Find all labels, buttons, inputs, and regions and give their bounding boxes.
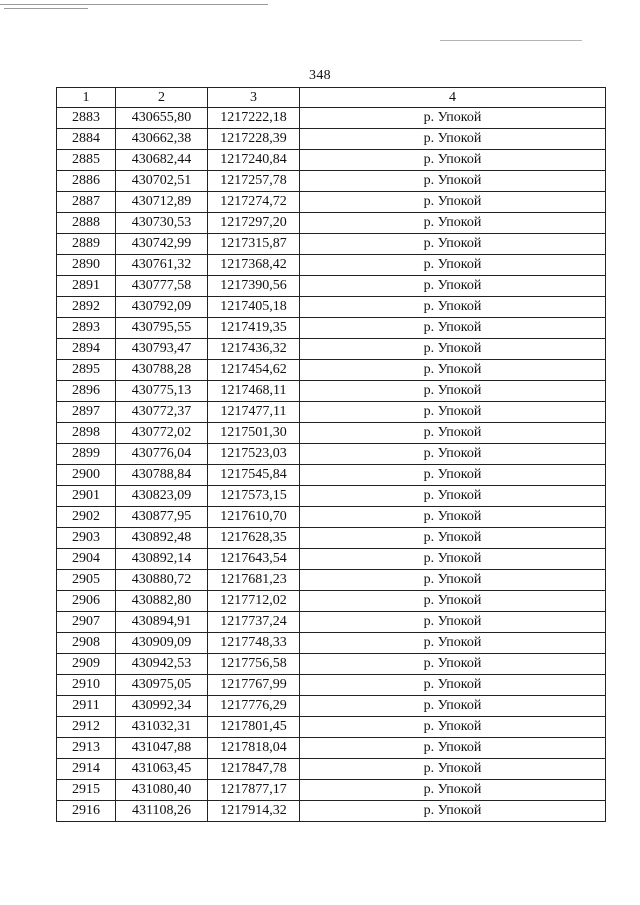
x-coordinate-cell: 430788,28 [116, 360, 208, 381]
column-header-2: 2 [116, 88, 208, 108]
y-coordinate-cell: 1217643,54 [208, 549, 300, 570]
x-coordinate-cell: 430793,47 [116, 339, 208, 360]
x-coordinate-cell: 430909,09 [116, 633, 208, 654]
description-cell: р. Упокой [300, 171, 606, 192]
description-cell: р. Упокой [300, 717, 606, 738]
y-coordinate-cell: 1217610,70 [208, 507, 300, 528]
description-cell: р. Упокой [300, 507, 606, 528]
point-number-cell: 2887 [57, 192, 116, 213]
column-header-4: 4 [300, 88, 606, 108]
point-number-cell: 2888 [57, 213, 116, 234]
x-coordinate-cell: 430823,09 [116, 486, 208, 507]
description-cell: р. Упокой [300, 549, 606, 570]
table-row [57, 255, 606, 276]
table-row [57, 717, 606, 738]
y-coordinate-cell: 1217545,84 [208, 465, 300, 486]
table-row [57, 570, 606, 591]
table-row [57, 612, 606, 633]
description-cell: р. Упокой [300, 465, 606, 486]
description-cell: р. Упокой [300, 633, 606, 654]
point-number-cell: 2894 [57, 339, 116, 360]
description-cell: р. Упокой [300, 129, 606, 150]
description-cell: р. Упокой [300, 213, 606, 234]
description-cell: р. Упокой [300, 612, 606, 633]
description-cell: р. Упокой [300, 570, 606, 591]
y-coordinate-cell: 1217390,56 [208, 276, 300, 297]
point-number-cell: 2896 [57, 381, 116, 402]
x-coordinate-cell: 430777,58 [116, 276, 208, 297]
y-coordinate-cell: 1217801,45 [208, 717, 300, 738]
x-coordinate-cell: 430882,80 [116, 591, 208, 612]
point-number-cell: 2898 [57, 423, 116, 444]
y-coordinate-cell: 1217767,99 [208, 675, 300, 696]
coordinates-table [56, 87, 606, 822]
header-row [57, 88, 606, 108]
y-coordinate-cell: 1217315,87 [208, 234, 300, 255]
table-row [57, 738, 606, 759]
point-number-cell: 2911 [57, 696, 116, 717]
table-row [57, 654, 606, 675]
x-coordinate-cell: 430655,80 [116, 108, 208, 129]
point-number-cell: 2909 [57, 654, 116, 675]
y-coordinate-cell: 1217419,35 [208, 318, 300, 339]
description-cell: р. Упокой [300, 675, 606, 696]
x-coordinate-cell: 430702,51 [116, 171, 208, 192]
x-coordinate-cell: 430795,55 [116, 318, 208, 339]
description-cell: р. Упокой [300, 423, 606, 444]
table-row [57, 381, 606, 402]
description-cell: р. Упокой [300, 360, 606, 381]
point-number-cell: 2914 [57, 759, 116, 780]
x-coordinate-cell: 430894,91 [116, 612, 208, 633]
description-cell: р. Упокой [300, 486, 606, 507]
point-number-cell: 2892 [57, 297, 116, 318]
point-number-cell: 2885 [57, 150, 116, 171]
y-coordinate-cell: 1217818,04 [208, 738, 300, 759]
point-number-cell: 2907 [57, 612, 116, 633]
point-number-cell: 2883 [57, 108, 116, 129]
point-number-cell: 2908 [57, 633, 116, 654]
table-row [57, 549, 606, 570]
table-row [57, 171, 606, 192]
y-coordinate-cell: 1217368,42 [208, 255, 300, 276]
y-coordinate-cell: 1217776,29 [208, 696, 300, 717]
x-coordinate-cell: 431032,31 [116, 717, 208, 738]
x-coordinate-cell: 430892,48 [116, 528, 208, 549]
point-number-cell: 2901 [57, 486, 116, 507]
point-number-cell: 2893 [57, 318, 116, 339]
y-coordinate-cell: 1217877,17 [208, 780, 300, 801]
point-number-cell: 2915 [57, 780, 116, 801]
table-row [57, 528, 606, 549]
description-cell: р. Упокой [300, 738, 606, 759]
y-coordinate-cell: 1217454,62 [208, 360, 300, 381]
description-cell: р. Упокой [300, 108, 606, 129]
point-number-cell: 2900 [57, 465, 116, 486]
table-row [57, 108, 606, 129]
x-coordinate-cell: 431108,26 [116, 801, 208, 822]
point-number-cell: 2904 [57, 549, 116, 570]
x-coordinate-cell: 431080,40 [116, 780, 208, 801]
x-coordinate-cell: 430761,32 [116, 255, 208, 276]
description-cell: р. Упокой [300, 759, 606, 780]
description-cell: р. Упокой [300, 528, 606, 549]
description-cell: р. Упокой [300, 297, 606, 318]
description-cell: р. Упокой [300, 402, 606, 423]
y-coordinate-cell: 1217681,23 [208, 570, 300, 591]
x-coordinate-cell: 430880,72 [116, 570, 208, 591]
description-cell: р. Упокой [300, 276, 606, 297]
y-coordinate-cell: 1217405,18 [208, 297, 300, 318]
description-cell: р. Упокой [300, 255, 606, 276]
point-number-cell: 2906 [57, 591, 116, 612]
y-coordinate-cell: 1217240,84 [208, 150, 300, 171]
description-cell: р. Упокой [300, 801, 606, 822]
table-row [57, 780, 606, 801]
point-number-cell: 2913 [57, 738, 116, 759]
x-coordinate-cell: 430792,09 [116, 297, 208, 318]
table-row [57, 465, 606, 486]
table-row [57, 213, 606, 234]
table-row [57, 150, 606, 171]
y-coordinate-cell: 1217756,58 [208, 654, 300, 675]
table-row [57, 297, 606, 318]
description-cell: р. Упокой [300, 381, 606, 402]
scan-artifact-line [0, 4, 268, 5]
y-coordinate-cell: 1217436,32 [208, 339, 300, 360]
column-header-1: 1 [57, 88, 116, 108]
table-body [57, 108, 606, 822]
x-coordinate-cell: 430712,89 [116, 192, 208, 213]
point-number-cell: 2902 [57, 507, 116, 528]
table-row [57, 591, 606, 612]
x-coordinate-cell: 430662,38 [116, 129, 208, 150]
column-header-3: 3 [208, 88, 300, 108]
x-coordinate-cell: 430682,44 [116, 150, 208, 171]
x-coordinate-cell: 430877,95 [116, 507, 208, 528]
x-coordinate-cell: 430772,02 [116, 423, 208, 444]
table-row [57, 423, 606, 444]
table-row [57, 192, 606, 213]
point-number-cell: 2912 [57, 717, 116, 738]
point-number-cell: 2884 [57, 129, 116, 150]
y-coordinate-cell: 1217748,33 [208, 633, 300, 654]
table-row [57, 234, 606, 255]
point-number-cell: 2916 [57, 801, 116, 822]
table-row [57, 696, 606, 717]
table-row [57, 444, 606, 465]
description-cell: р. Упокой [300, 339, 606, 360]
description-cell: р. Упокой [300, 696, 606, 717]
table-row [57, 360, 606, 381]
x-coordinate-cell: 430742,99 [116, 234, 208, 255]
table-row [57, 402, 606, 423]
table-row [57, 318, 606, 339]
y-coordinate-cell: 1217628,35 [208, 528, 300, 549]
description-cell: р. Упокой [300, 150, 606, 171]
description-cell: р. Упокой [300, 234, 606, 255]
x-coordinate-cell: 431063,45 [116, 759, 208, 780]
table-row [57, 633, 606, 654]
point-number-cell: 2903 [57, 528, 116, 549]
y-coordinate-cell: 1217468,11 [208, 381, 300, 402]
point-number-cell: 2899 [57, 444, 116, 465]
point-number-cell: 2895 [57, 360, 116, 381]
y-coordinate-cell: 1217573,15 [208, 486, 300, 507]
x-coordinate-cell: 430942,53 [116, 654, 208, 675]
x-coordinate-cell: 430788,84 [116, 465, 208, 486]
x-coordinate-cell: 430975,05 [116, 675, 208, 696]
x-coordinate-cell: 430775,13 [116, 381, 208, 402]
point-number-cell: 2910 [57, 675, 116, 696]
description-cell: р. Упокой [300, 444, 606, 465]
y-coordinate-cell: 1217712,02 [208, 591, 300, 612]
y-coordinate-cell: 1217847,78 [208, 759, 300, 780]
description-cell: р. Упокой [300, 591, 606, 612]
point-number-cell: 2891 [57, 276, 116, 297]
scan-artifact-line [440, 40, 582, 41]
y-coordinate-cell: 1217274,72 [208, 192, 300, 213]
table-row [57, 507, 606, 528]
point-number-cell: 2886 [57, 171, 116, 192]
x-coordinate-cell: 430772,37 [116, 402, 208, 423]
scan-artifact-line [4, 8, 88, 9]
x-coordinate-cell: 430776,04 [116, 444, 208, 465]
y-coordinate-cell: 1217737,24 [208, 612, 300, 633]
x-coordinate-cell: 430892,14 [116, 549, 208, 570]
point-number-cell: 2889 [57, 234, 116, 255]
point-number-cell: 2905 [57, 570, 116, 591]
description-cell: р. Упокой [300, 318, 606, 339]
y-coordinate-cell: 1217477,11 [208, 402, 300, 423]
y-coordinate-cell: 1217523,03 [208, 444, 300, 465]
y-coordinate-cell: 1217228,39 [208, 129, 300, 150]
point-number-cell: 2890 [57, 255, 116, 276]
page-number: 348 [309, 68, 331, 83]
description-cell: р. Упокой [300, 780, 606, 801]
y-coordinate-cell: 1217297,20 [208, 213, 300, 234]
x-coordinate-cell: 431047,88 [116, 738, 208, 759]
table-row [57, 801, 606, 822]
x-coordinate-cell: 430992,34 [116, 696, 208, 717]
table-row [57, 339, 606, 360]
y-coordinate-cell: 1217501,30 [208, 423, 300, 444]
table-row [57, 276, 606, 297]
point-number-cell: 2897 [57, 402, 116, 423]
description-cell: р. Упокой [300, 654, 606, 675]
y-coordinate-cell: 1217222,18 [208, 108, 300, 129]
x-coordinate-cell: 430730,53 [116, 213, 208, 234]
table-row [57, 759, 606, 780]
y-coordinate-cell: 1217914,32 [208, 801, 300, 822]
table-row [57, 675, 606, 696]
y-coordinate-cell: 1217257,78 [208, 171, 300, 192]
table-row [57, 129, 606, 150]
description-cell: р. Упокой [300, 192, 606, 213]
table-row [57, 486, 606, 507]
